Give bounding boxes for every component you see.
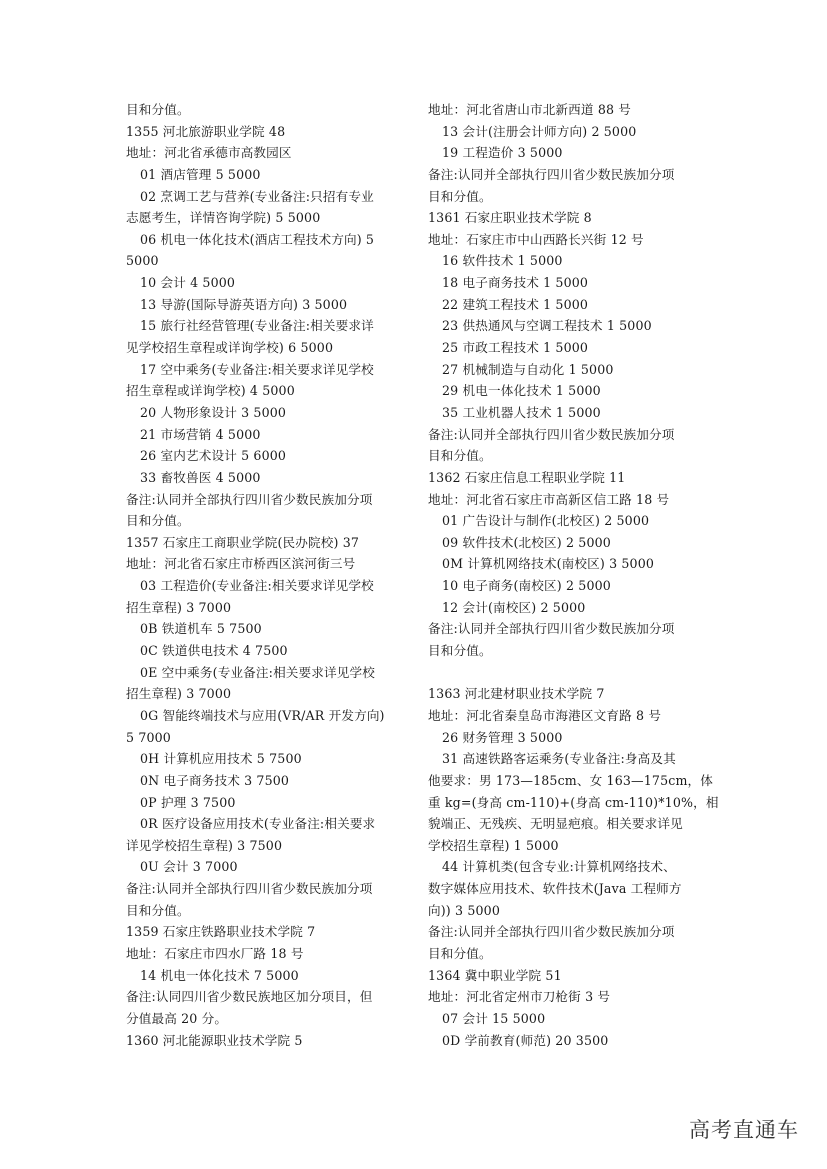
text-line: 数字媒体应用技术、软件技术(Java 工程师方 (428, 881, 682, 897)
text-line: 35 工业机器人技术 1 5000 (442, 404, 601, 420)
text-line: 20 人物形象设计 3 5000 (140, 404, 287, 420)
text-line: 26 室内艺术设计 5 6000 (140, 448, 287, 464)
text-line: 1362 石家庄信息工程职业学院 11 (428, 469, 626, 485)
text-line: 地址：河北省承德市高教园区 (126, 145, 292, 161)
text-line: 地址：河北省石家庄市高新区信工路 18 号 (428, 491, 670, 507)
text-line: 地址：石家庄市四水厂路 18 号 (126, 945, 304, 961)
text-line: 备注:认同并全部执行四川省少数民族加分项 (428, 166, 675, 182)
text-line: 1357 石家庄工商职业学院(民办院校) 37 (126, 534, 360, 550)
text-line: 5 7000 (126, 729, 171, 745)
text-line: 1360 河北能源职业技术学院 5 (126, 1032, 303, 1048)
text-line: 27 机械制造与自动化 1 5000 (442, 361, 614, 377)
text-line: 分值最高 20 分。 (126, 1010, 228, 1026)
text-line: 0N 电子商务技术 3 7500 (140, 772, 290, 788)
text-line: 目和分值。 (126, 513, 190, 529)
text-line: 07 会计 15 5000 (442, 1010, 546, 1026)
text-line: 5000 (126, 253, 159, 269)
text-line: 01 酒店管理 5 5000 (140, 166, 261, 182)
text-line: 招生章程) 3 7000 (126, 686, 232, 702)
text-line: 招生章程或详询学校) 4 5000 (126, 383, 295, 399)
text-line: 他要求：男 173—185cm、女 163—175cm，体 (428, 772, 714, 788)
text-line: 详见学校招生章程) 3 7500 (126, 837, 283, 853)
text-line: 25 市政工程技术 1 5000 (442, 340, 589, 356)
text-line: 地址：石家庄市中山西路长兴街 12 号 (428, 231, 644, 247)
text-line: 备注:认同四川省少数民族地区加分项目，但 (126, 989, 373, 1005)
text-line: 0P 护理 3 7500 (140, 794, 236, 810)
text-line: 44 计算机类(包含专业:计算机网络技术、 (442, 859, 676, 875)
text-line: 貌端正、无残疾、无明显疤痕。相关要求详见 (428, 816, 683, 832)
text-line: 0M 计算机网络技术(南校区) 3 5000 (442, 556, 655, 572)
text-line: 招生章程) 3 7000 (126, 599, 232, 615)
text-line: 备注:认同并全部执行四川省少数民族加分项 (126, 491, 373, 507)
text-line: 向)) 3 5000 (428, 902, 500, 918)
text-line (428, 662, 710, 684)
text-line: 0C 铁道供电技术 4 7500 (140, 643, 288, 659)
text-line: 26 财务管理 3 5000 (442, 729, 563, 745)
text-line: 0H 计算机应用技术 5 7500 (140, 751, 302, 767)
watermark-logo: 高考直通车 (689, 1118, 799, 1142)
text-line: 23 供热通风与空调工程技术 1 5000 (442, 318, 652, 334)
text-line: 目和分值。 (428, 188, 492, 204)
text-line: 0D 学前教育(师范) 20 3500 (442, 1032, 609, 1048)
text-line: 01 广告设计与制作(北校区) 2 5000 (442, 513, 650, 529)
text-line: 0U 会计 3 7000 (140, 859, 238, 875)
text-line: 志愿考生，详情咨询学院) 5 5000 (126, 210, 321, 226)
text-line: 03 工程造价(专业备注:相关要求详见学校 (140, 578, 374, 594)
text-line: 19 工程造价 3 5000 (442, 145, 563, 161)
text-line: 06 机电一体化技术(酒店工程技术方向) 5 (140, 231, 375, 247)
text-line: 0G 智能终端技术与应用(VR/AR 开发方向) (140, 707, 385, 723)
text-line: 地址：河北省唐山市北新西道 88 号 (428, 102, 632, 117)
text-line: 09 软件技术(北校区) 2 5000 (442, 534, 611, 550)
text-line: 1363 河北建材职业技术学院 7 (428, 686, 605, 702)
text-line: 重 kg=(身高 cm-110)+(身高 cm-110)*10%，相 (428, 794, 719, 810)
text-line: 1359 石家庄铁路职业技术学院 7 (126, 924, 316, 940)
text-line: 16 软件技术 1 5000 (442, 253, 563, 269)
text-line: 备注:认同并全部执行四川省少数民族加分项 (428, 426, 675, 442)
right-column (428, 99, 719, 1051)
text-line: 10 电子商务(南校区) 2 5000 (442, 578, 611, 594)
text-line: 目和分值。 (428, 643, 492, 659)
text-line: 备注:认同并全部执行四川省少数民族加分项 (428, 924, 675, 940)
text-line: 0E 空中乘务(专业备注:相关要求详见学校 (140, 664, 376, 680)
text-line: 13 导游(国际导游英语方向) 3 5000 (140, 296, 348, 312)
text-line: 0R 医疗设备应用技术(专业备注:相关要求 (140, 816, 376, 832)
text-line: 1361 石家庄职业技术学院 8 (428, 210, 592, 226)
text-line: 02 烹调工艺与营养(专业备注:只招有专业 (140, 188, 374, 204)
text-line: 0B 铁道机车 5 7500 (140, 621, 262, 637)
text-line: 见学校招生章程或详询学校) 6 5000 (126, 340, 334, 356)
text-line: 15 旅行社经营管理(专业备注:相关要求详 (140, 318, 374, 334)
text-line: 目和分值。 (126, 902, 190, 918)
text-line: 10 会计 4 5000 (140, 275, 236, 291)
text-line: 1364 冀中职业学院 51 (428, 967, 562, 983)
text-line: 目和分值。 (428, 945, 492, 961)
text-line: 备注:认同并全部执行四川省少数民族加分项 (428, 621, 675, 637)
text-line: 12 会计(南校区) 2 5000 (442, 599, 586, 615)
text-line: 地址：河北省定州市刀枪街 3 号 (428, 989, 611, 1005)
text-line: 备注:认同并全部执行四川省少数民族加分项 (126, 881, 373, 897)
text-line: 29 机电一体化技术 1 5000 (442, 383, 601, 399)
text-line: 14 机电一体化技术 7 5000 (140, 967, 299, 983)
text-line: 33 畜牧兽医 4 5000 (140, 469, 261, 485)
text-line: 17 空中乘务(专业备注:相关要求详见学校 (140, 361, 374, 377)
text-line: 地址：河北省秦皇岛市海港区文育路 8 号 (428, 707, 662, 723)
text-line: 13 会计(注册会计师方向) 2 5000 (442, 123, 637, 139)
text-line: 1355 河北旅游职业学院 48 (126, 123, 286, 139)
text-line: 21 市场营销 4 5000 (140, 426, 261, 442)
text-line: 地址：河北省石家庄市桥西区滨河街三号 (126, 556, 356, 572)
text-line: 31 高速铁路客运乘务(专业备注:身高及其 (442, 751, 676, 767)
text-line: 学校招生章程) 1 5000 (428, 837, 559, 853)
text-line: 目和分值。 (126, 102, 190, 117)
text-line: 18 电子商务技术 1 5000 (442, 275, 589, 291)
text-line: 目和分值。 (428, 448, 492, 464)
text-line: 22 建筑工程技术 1 5000 (442, 296, 589, 312)
